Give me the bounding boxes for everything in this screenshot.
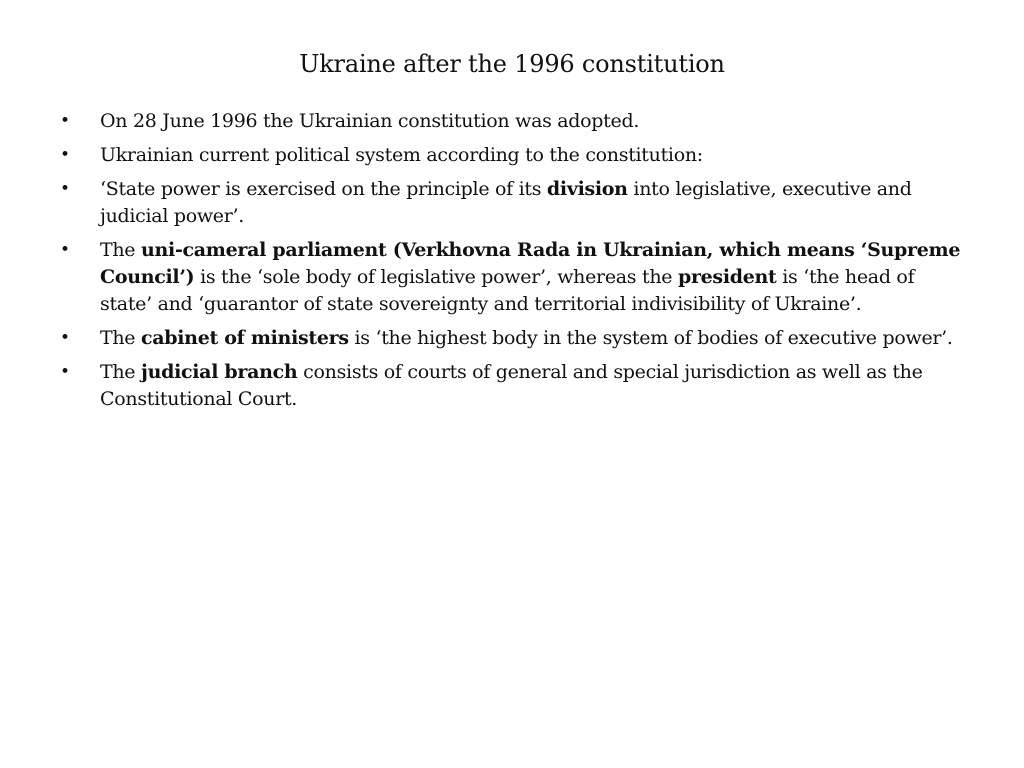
bullet-run: The	[100, 327, 141, 349]
bullet-emphasis: uni-cameral parliament (Verkhovna Rada in Ukrainian, which means ‘Supreme Council’)	[100, 239, 961, 288]
bullet-text	[100, 327, 953, 349]
bullet-dot-icon: •	[60, 179, 70, 199]
bullet-text	[100, 178, 912, 227]
bullet-run: is ‘the head of state’ and ‘guarantor of state sovereignty and territorial indivisibility of Ukraine’.	[100, 266, 915, 315]
bullet-emphasis: cabinet of ministers	[141, 327, 349, 349]
bullet-text	[100, 239, 960, 315]
bullet-run: The	[100, 361, 141, 383]
bullet-run: is the ‘sole body of legislative power’, whereas the	[194, 266, 678, 288]
bullet-text	[100, 110, 639, 132]
bullet-item	[58, 237, 968, 318]
bullet-dot-icon: •	[60, 240, 70, 260]
bullet-item	[58, 142, 968, 169]
bullet-run: The	[100, 239, 141, 261]
bullet-emphasis: division	[546, 178, 628, 200]
bullet-item	[58, 359, 968, 413]
bullet-text	[100, 144, 703, 166]
bullet-item	[58, 325, 968, 352]
bullet-run: ‘State power is exercised on the principle of its	[100, 178, 547, 200]
bullet-emphasis: president	[677, 266, 777, 288]
bullet-dot-icon: •	[60, 362, 70, 382]
bullet-run: On 28 June 1996 the Ukrainian constitution was adopted.	[100, 110, 640, 132]
bullet-run: into legislative, executive and judicial power’.	[100, 178, 912, 227]
bullet-run: Ukrainian current political system according to the constitution:	[100, 144, 703, 166]
bullet-emphasis: judicial branch	[141, 361, 298, 383]
bullet-item	[58, 108, 968, 135]
slide-title: Ukraine after the 1996 constitution	[299, 50, 725, 78]
bullet-run: is ‘the highest body in the system of bodies of executive power’.	[348, 327, 953, 349]
bullet-list	[58, 108, 968, 420]
bullet-dot-icon: •	[60, 111, 70, 131]
bullet-run: consists of courts of general and special jurisdiction as well as the Constitutional Court.	[100, 361, 923, 410]
bullet-item	[58, 176, 968, 230]
bullet-text	[100, 361, 923, 410]
bullet-dot-icon: •	[60, 328, 70, 348]
bullet-dot-icon: •	[60, 145, 70, 165]
